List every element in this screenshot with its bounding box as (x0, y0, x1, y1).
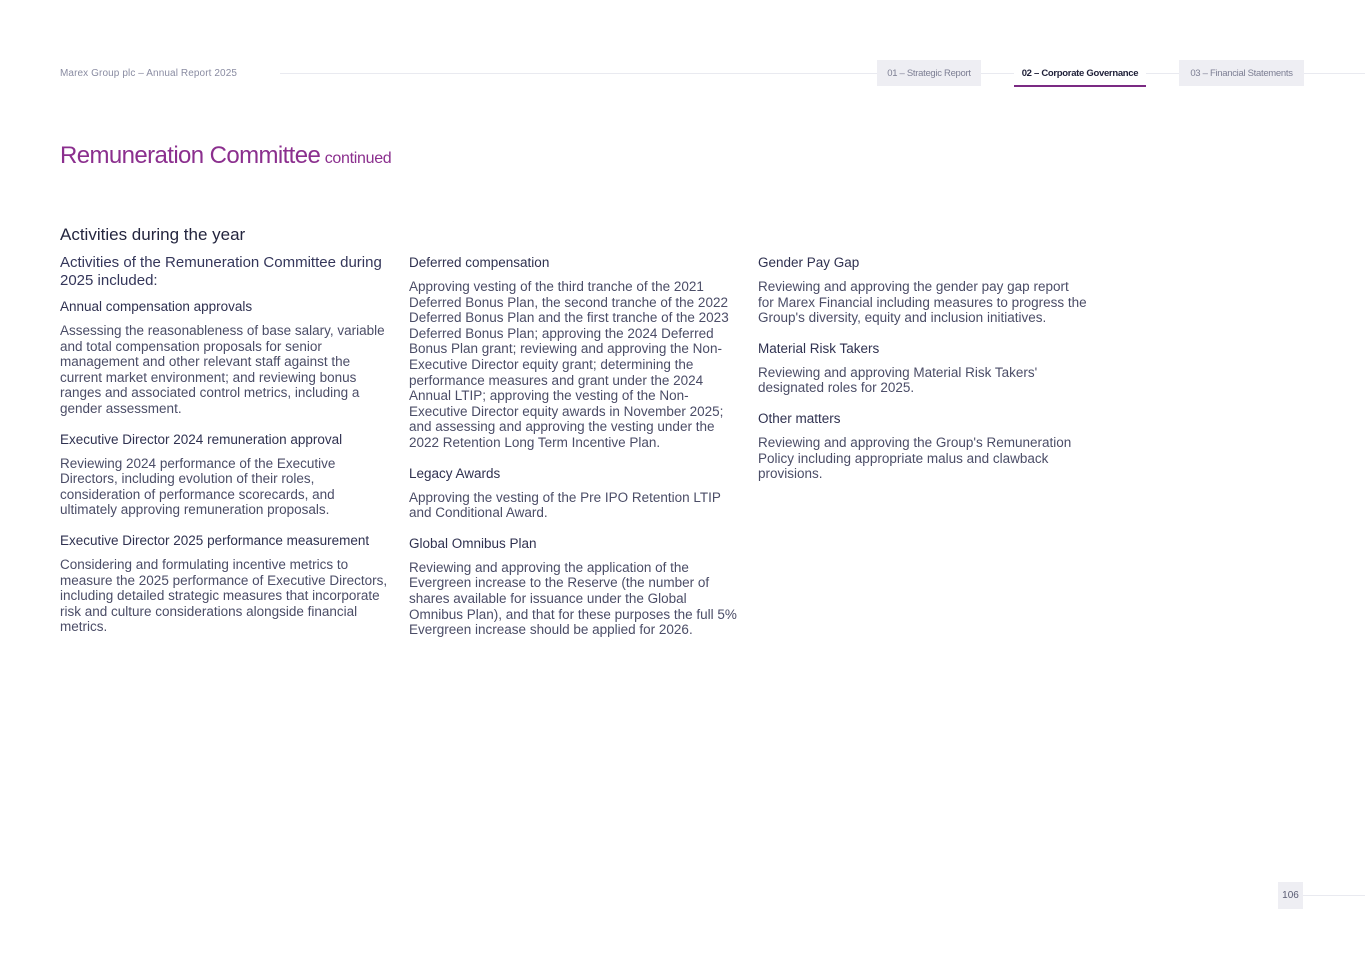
column-intro: Activities of the Remuneration Committee during 2025 included: (60, 254, 382, 289)
item-body: Reviewing and approving the application of the Evergreen increase to the Reserve (the number of shares available for issuance under the Global Omnibus Plan), and that for these purposes the full 5% Evergreen increase should be applied for 2026. (409, 559, 737, 638)
item-body: Assessing the reasonableness of base salary, variable and total compensation proposals for senior management and other relevant staff against the current market environment; and reviewing bonus ranges and associated control metrics, including a gender assessment. (60, 323, 385, 416)
item-heading: Global Omnibus Plan (409, 535, 537, 551)
column-3 (758, 254, 1088, 496)
page-title-main: Remuneration Committee (60, 142, 321, 169)
column-1 (60, 254, 390, 649)
page-number: 106 (1278, 882, 1303, 909)
item-heading: Other matters (758, 410, 841, 426)
item-body: Reviewing and approving the gender pay gap report for Marex Financial including measures to progress the Group's diversity, equity and inclusion initiatives. (758, 279, 1087, 326)
footer-divider (1303, 895, 1365, 896)
item-body: Reviewing and approving Material Risk Takers' designated roles for 2025. (758, 364, 1038, 396)
item-body: Considering and formulating incentive metrics to measure the 2025 performance of Executive Directors, including detailed strategic measures that incorporate risk and culture considerations alongside financial metrics. (60, 556, 388, 635)
item-heading: Gender Pay Gap (758, 255, 860, 270)
section-heading: Activities during the year (60, 225, 246, 244)
item-heading: Executive Director 2025 performance measurement (60, 532, 370, 548)
item-body: Approving the vesting of the Pre IPO Retention LTIP and Conditional Award. (409, 489, 721, 521)
item-heading: Deferred compensation (409, 255, 550, 270)
tab-corporate-governance[interactable]: 02 – Corporate Governance (1014, 60, 1146, 87)
tab-strategic-report[interactable]: 01 – Strategic Report (877, 60, 981, 86)
item-body: Reviewing 2024 performance of the Executive Directors, including evolution of their roles, consideration of performance scorecards, and ultimately approving remuneration proposals. (60, 455, 336, 518)
item-heading: Material Risk Takers (758, 340, 880, 356)
tab-financial-statements[interactable]: 03 – Financial Statements (1179, 60, 1304, 86)
report-title: Marex Group plc – Annual Report 2025 (60, 68, 238, 79)
item-body: Reviewing and approving the Group's Remuneration Policy including appropriate malus and clawback provisions. (758, 434, 1072, 482)
item-heading: Legacy Awards (409, 465, 501, 481)
item-heading: Annual compensation approvals (60, 299, 253, 314)
page-title-suffix: continued (324, 150, 392, 167)
page-title (60, 142, 391, 170)
item-body: Approving vesting of the third tranche of the 2021 Deferred Bonus Plan, the second tranche of the 2022 Deferred Bonus Plan and the first tranche of the 2023 Deferred Bonus Plan; approving the 2024 Deferred Bonus Plan grant; reviewing and approving the Non-Executive Director equity grant; determining the performance measures and grant under the 2024 Annual LTIP; approving the vesting of the Non-Executive Director equity awards in November 2025; and assessing and approving the vesting under the 2022 Retention Long Term Incentive Plan. (409, 279, 729, 450)
item-heading: Executive Director 2024 remuneration approval (60, 431, 343, 447)
column-2 (409, 254, 739, 652)
